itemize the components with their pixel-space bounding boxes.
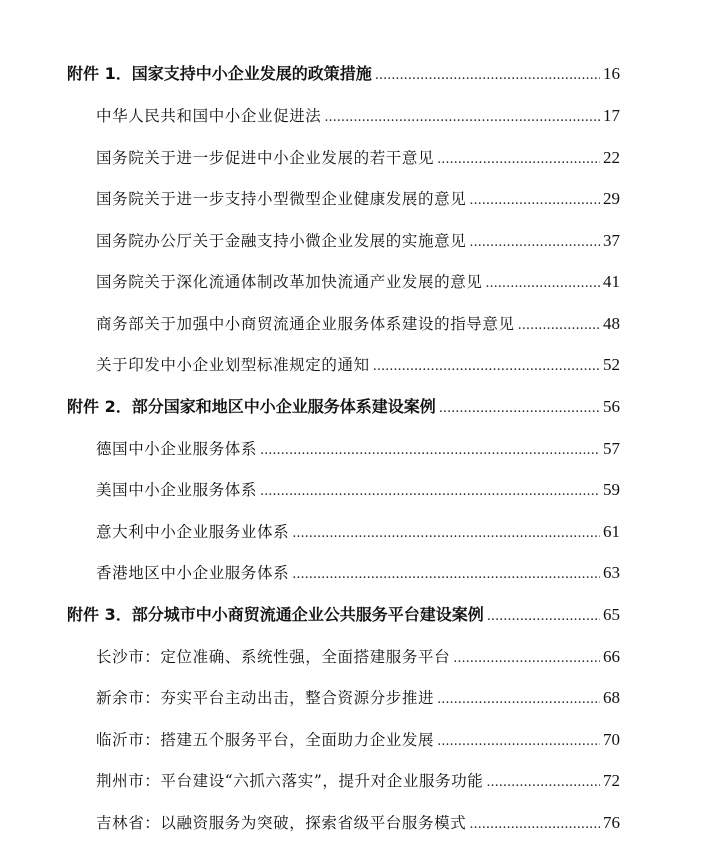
- toc-entry[interactable]: [96, 520, 620, 544]
- toc-entry-title: 国务院关于进一步促进中小企业发展的若干意见: [96, 149, 435, 167]
- dot-leader: [453, 647, 600, 669]
- toc-page-number: 56: [603, 397, 620, 416]
- toc-page-number: 76: [603, 813, 620, 832]
- dot-leader: [292, 563, 600, 585]
- toc-entry-title: 新余市：夯实平台主动出击，整合资源分步推进: [96, 689, 435, 707]
- toc-entry[interactable]: [96, 353, 620, 377]
- toc-entry-title: 意大利中小企业服务业体系: [96, 523, 290, 541]
- toc-page-number: 59: [603, 480, 620, 499]
- toc-entry[interactable]: [96, 645, 620, 669]
- toc-entry-title: 国务院关于进一步支持小型微型企业健康发展的意见: [96, 190, 467, 208]
- toc-page-number: 48: [603, 314, 620, 333]
- dot-leader: [260, 439, 600, 461]
- toc-entry-title: 临沂市：搭建五个服务平台，全面助力企业发展: [96, 731, 435, 749]
- toc-entry-attachment-2[interactable]: [67, 395, 620, 419]
- toc-page-number: 61: [603, 522, 620, 541]
- toc-entry-title: 附件 3．部分城市中小商贸流通企业公共服务平台建设案例: [67, 605, 484, 624]
- toc-entry[interactable]: [96, 728, 620, 752]
- toc-entry[interactable]: [96, 104, 620, 128]
- toc-page-number: 29: [603, 189, 620, 208]
- dot-leader: [439, 397, 600, 419]
- toc-entry-title: 香港地区中小企业服务体系: [96, 564, 290, 582]
- toc-page-number: 68: [603, 688, 620, 707]
- toc-page-number: 22: [603, 148, 620, 167]
- toc-entry-attachment-3[interactable]: [67, 603, 620, 627]
- dot-leader: [373, 355, 600, 377]
- toc-entry-attachment-1[interactable]: [67, 62, 620, 86]
- toc-entry-title: 美国中小企业服务体系: [96, 481, 258, 499]
- dot-leader: [485, 272, 600, 294]
- toc-entry[interactable]: [96, 811, 620, 835]
- toc-entry[interactable]: [96, 270, 620, 294]
- toc-entry-title: 附件 2．部分国家和地区中小企业服务体系建设案例: [67, 397, 436, 416]
- toc-page-number: 17: [603, 106, 620, 125]
- toc-page-number: 16: [603, 64, 620, 83]
- toc-page-number: 70: [603, 730, 620, 749]
- toc-entry-title: 吉林省：以融资服务为突破，探索省级平台服务模式: [96, 814, 467, 832]
- toc-entry[interactable]: [96, 437, 620, 461]
- dot-leader: [486, 771, 600, 793]
- toc-entry-title: 长沙市：定位准确、系统性强，全面搭建服务平台: [96, 648, 451, 666]
- toc-entry-title: 国务院办公厅关于金融支持小微企业发展的实施意见: [96, 232, 467, 250]
- dot-leader: [469, 231, 600, 253]
- toc-page-number: 57: [603, 439, 620, 458]
- toc-entry-title: 中华人民共和国中小企业促进法: [96, 107, 322, 125]
- toc-entry[interactable]: [96, 561, 620, 585]
- toc-page-number: 66: [603, 647, 620, 666]
- dot-leader: [518, 314, 600, 336]
- toc-page-number: 63: [603, 563, 620, 582]
- toc-page-number: 52: [603, 355, 620, 374]
- toc-page-number: 72: [603, 771, 620, 790]
- dot-leader: [437, 688, 600, 710]
- toc-entry-title: 国务院关于深化流通体制改革加快流通产业发展的意见: [96, 273, 483, 291]
- dot-leader: [324, 106, 600, 128]
- dot-leader: [487, 605, 600, 627]
- dot-leader: [375, 64, 600, 86]
- dot-leader: [260, 480, 600, 502]
- toc-entry[interactable]: [96, 769, 620, 793]
- toc-entry-title: 荆州市：平台建设“六抓六落实”，提升对企业服务功能: [96, 772, 484, 790]
- toc-entry[interactable]: [96, 312, 620, 336]
- dot-leader: [292, 522, 600, 544]
- toc-page-number: 41: [603, 272, 620, 291]
- toc-entry-title: 附件 1．国家支持中小企业发展的政策措施: [67, 64, 372, 83]
- dot-leader: [469, 813, 600, 835]
- toc-entry-title: 商务部关于加强中小商贸流通企业服务体系建设的指导意见: [96, 315, 515, 333]
- toc-entry-title: 德国中小企业服务体系: [96, 440, 258, 458]
- toc-entry[interactable]: [96, 229, 620, 253]
- toc-entry[interactable]: [96, 146, 620, 170]
- toc-entry[interactable]: [96, 686, 620, 710]
- dot-leader: [437, 730, 600, 752]
- toc-entry-title: 关于印发中小企业划型标准规定的通知: [96, 356, 370, 374]
- toc-entry[interactable]: [96, 478, 620, 502]
- toc-entry[interactable]: [96, 187, 620, 211]
- dot-leader: [437, 148, 600, 170]
- toc-page-number: 65: [603, 605, 620, 624]
- toc-page-number: 37: [603, 231, 620, 250]
- dot-leader: [469, 189, 600, 211]
